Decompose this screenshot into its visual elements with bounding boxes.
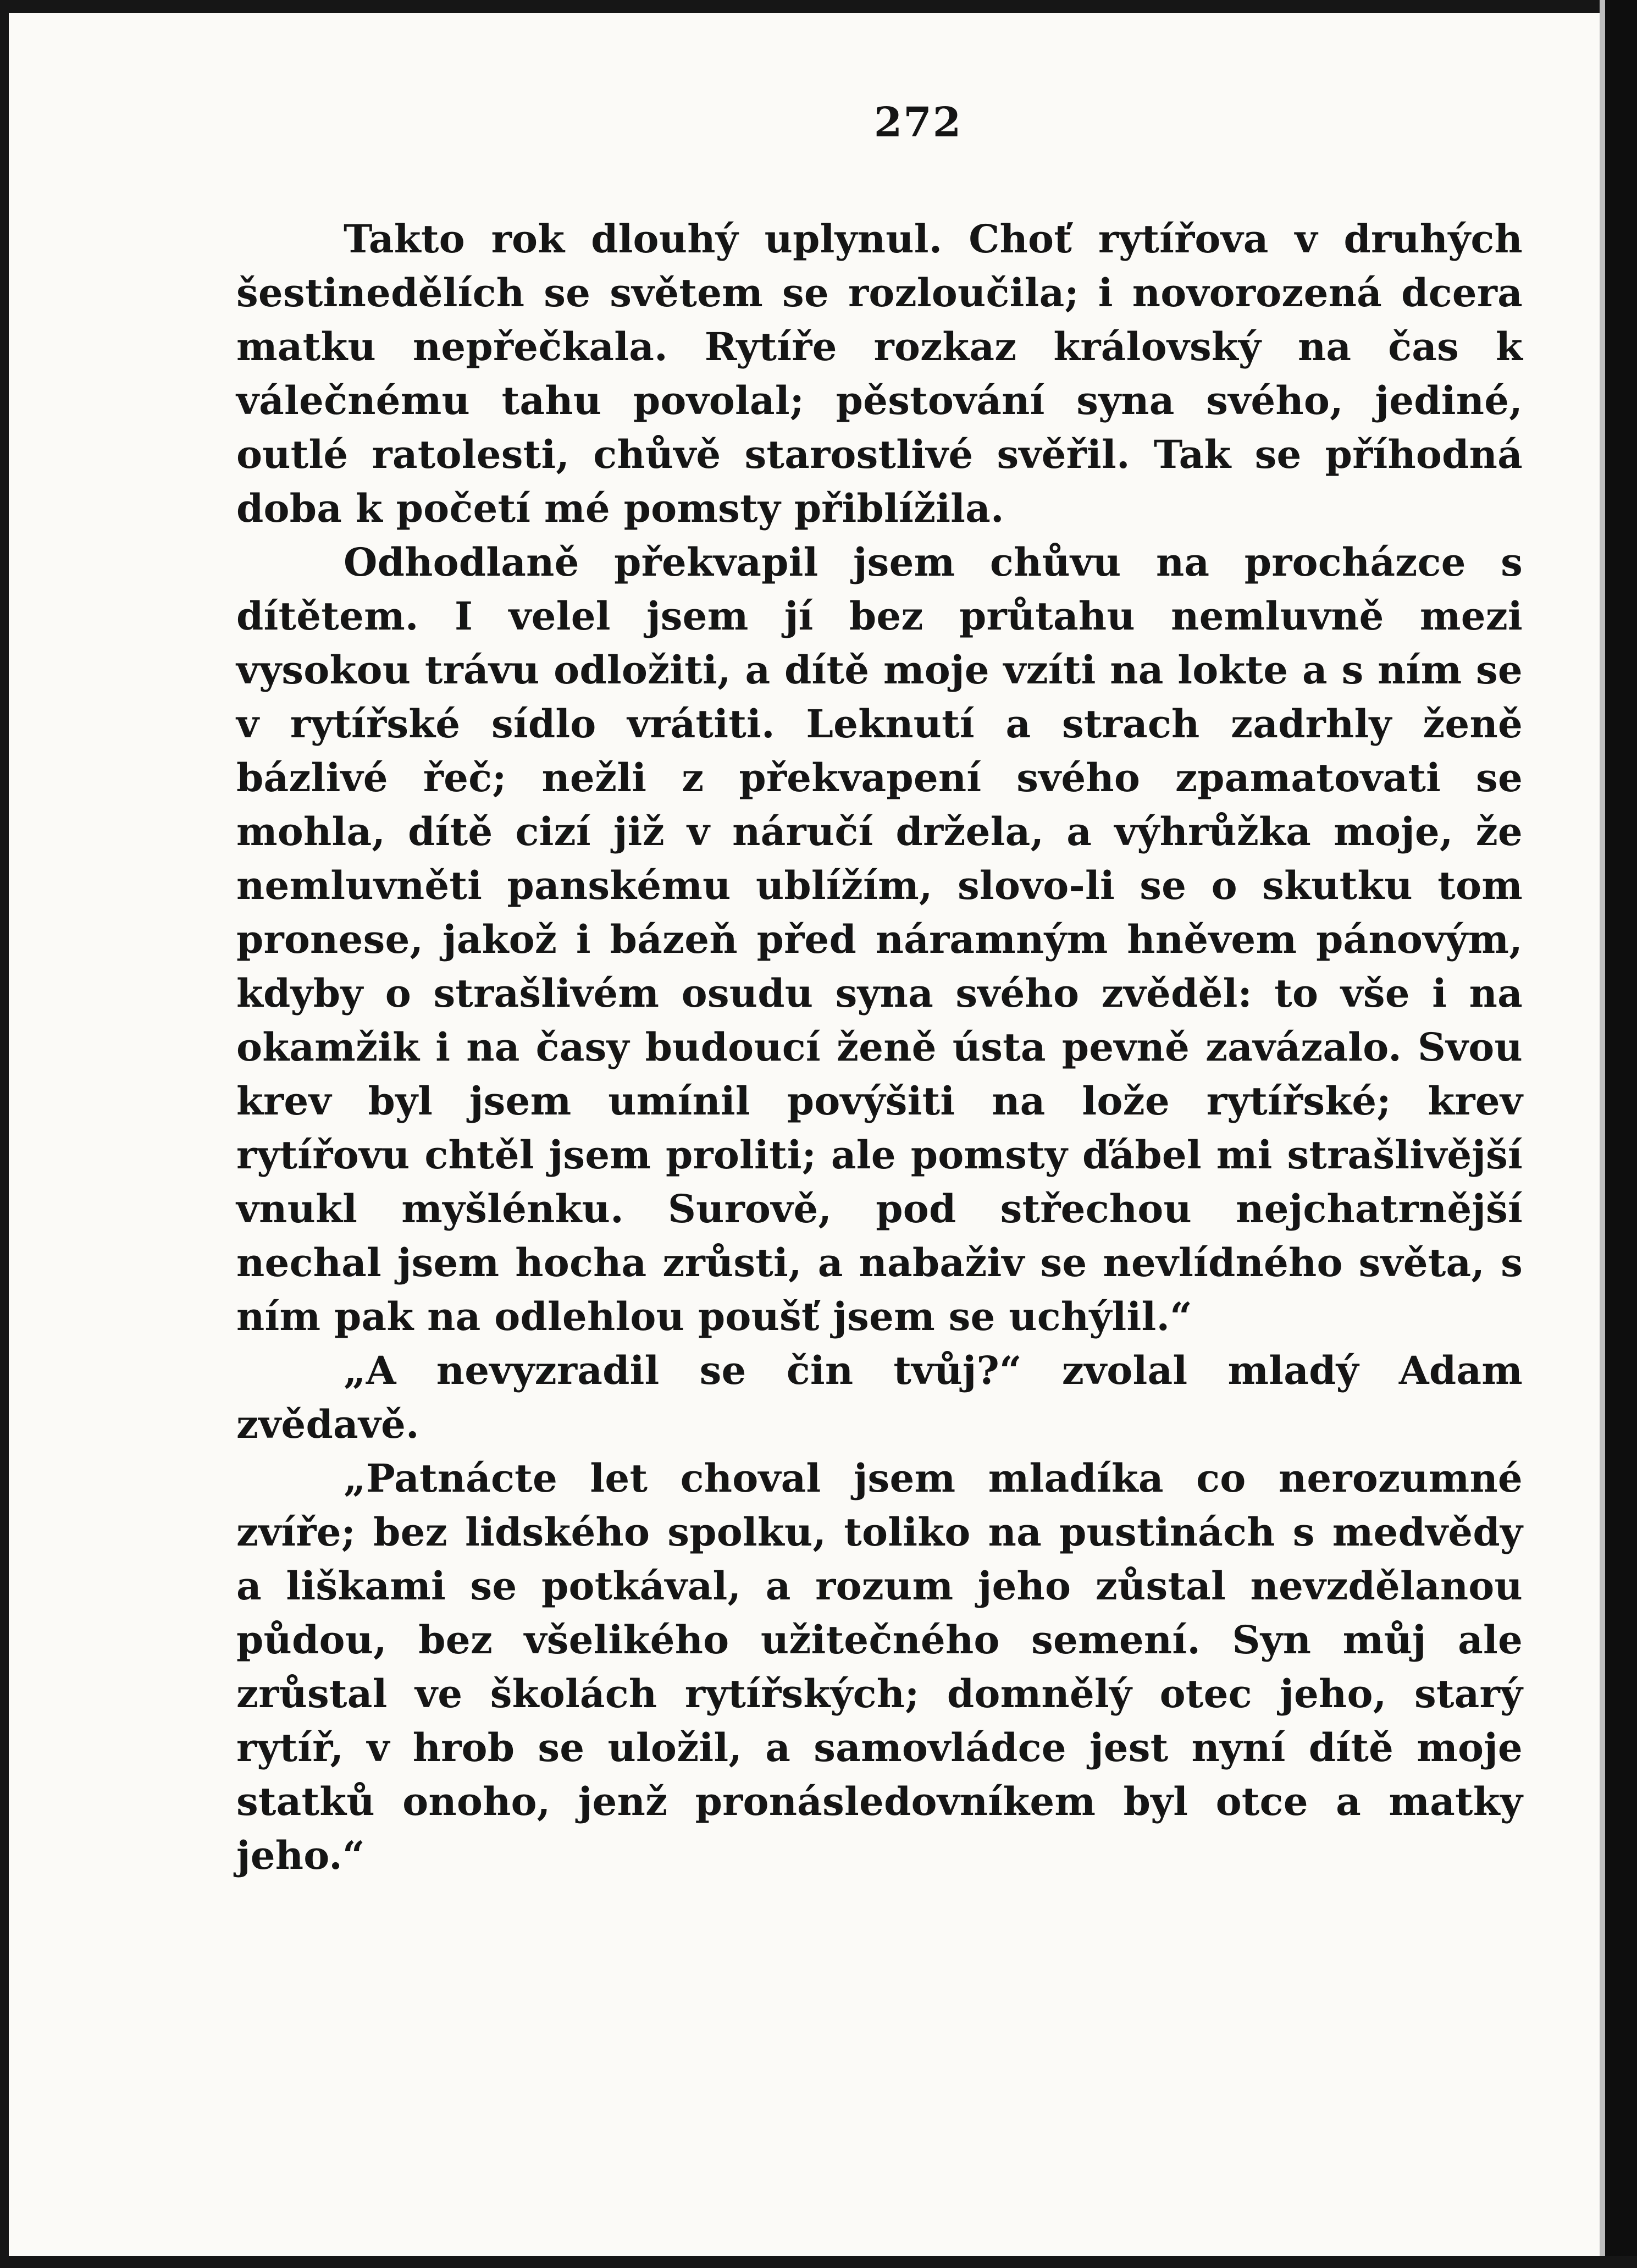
page-number: 272 — [873, 99, 963, 146]
scan-edge-right — [1605, 0, 1637, 2268]
scan-edge-top — [0, 0, 1637, 13]
paragraph-4: „Patnácte let choval jsem mladíka co nerozumné zvíře; bez lidského spolku, toliko na pustinách s medvědy a liškami se potkával, a rozum jeho zůstal nevzdělanou půdou, bez všelikého užitečného semení. Syn můj ale zrůstal ve školách rytířských; domnělý otec jeho, starý rytíř, v hrob se uložil, a samovládce jest nyní dítě moje statků onoho, jenž pronásledovníkem byl otce a matky jeho.“ — [236, 1455, 1523, 1878]
scan-edge-right-gutter — [1600, 0, 1605, 2268]
scan-edge-left — [0, 0, 9, 2268]
body-text — [236, 212, 1523, 1883]
scan-edge-bottom — [0, 2256, 1637, 2268]
book-page — [236, 99, 1523, 1883]
paragraph-2: Odhodlaně překvapil jsem chůvu na procházce s dítětem. I velel jsem jí bez průtahu nemluvně mezi vysokou trávu odložiti, a dítě moje vzíti na lokte a s ním se v rytířské sídlo vrátiti. Leknutí a strach zadrhly ženě bázlivé řeč; nežli z překvapení svého zpamatovati se mohla, dítě cizí již v náručí držela, a výhrůžka moje, že nemluvněti panskému ublížím, slovo-li se o skutku tom pronese, jakož i bázeň před náramným hněvem pánovým, kdyby o strašlivém osudu syna svého zvěděl: to vše i na okamžik i na časy budoucí ženě ústa pevně zavázalo. Svou krev byl jsem umínil povýšiti na lože rytířské; krev rytířovu chtěl jsem proliti; ale pomsty ďábel mi strašlivější vnukl myšlénku. Surově, pod střechou nejchatrnější nechal jsem hocha zrůsti, a nabaživ se nevlídného světa, s ním pak na odlehlou poušť jsem se uchýlil.“ — [236, 539, 1523, 1339]
paragraph-1: Takto rok dlouhý uplynul. Choť rytířova v druhých šestinedělích se světem se rozloučila; i novorozená dcera matku nepřečkala. Rytíře rozkaz královský na čas k válečnému tahu povolal; pěstování syna svého, jediné, outlé ratolesti, chůvě starostlivé svěřil. Tak se příhodná doba k početí mé pomsty přiblížila. — [236, 216, 1523, 531]
paragraph-3: „A nevyzradil se čin tvůj?“ zvolal mladý Adam zvědavě. — [236, 1348, 1523, 1447]
